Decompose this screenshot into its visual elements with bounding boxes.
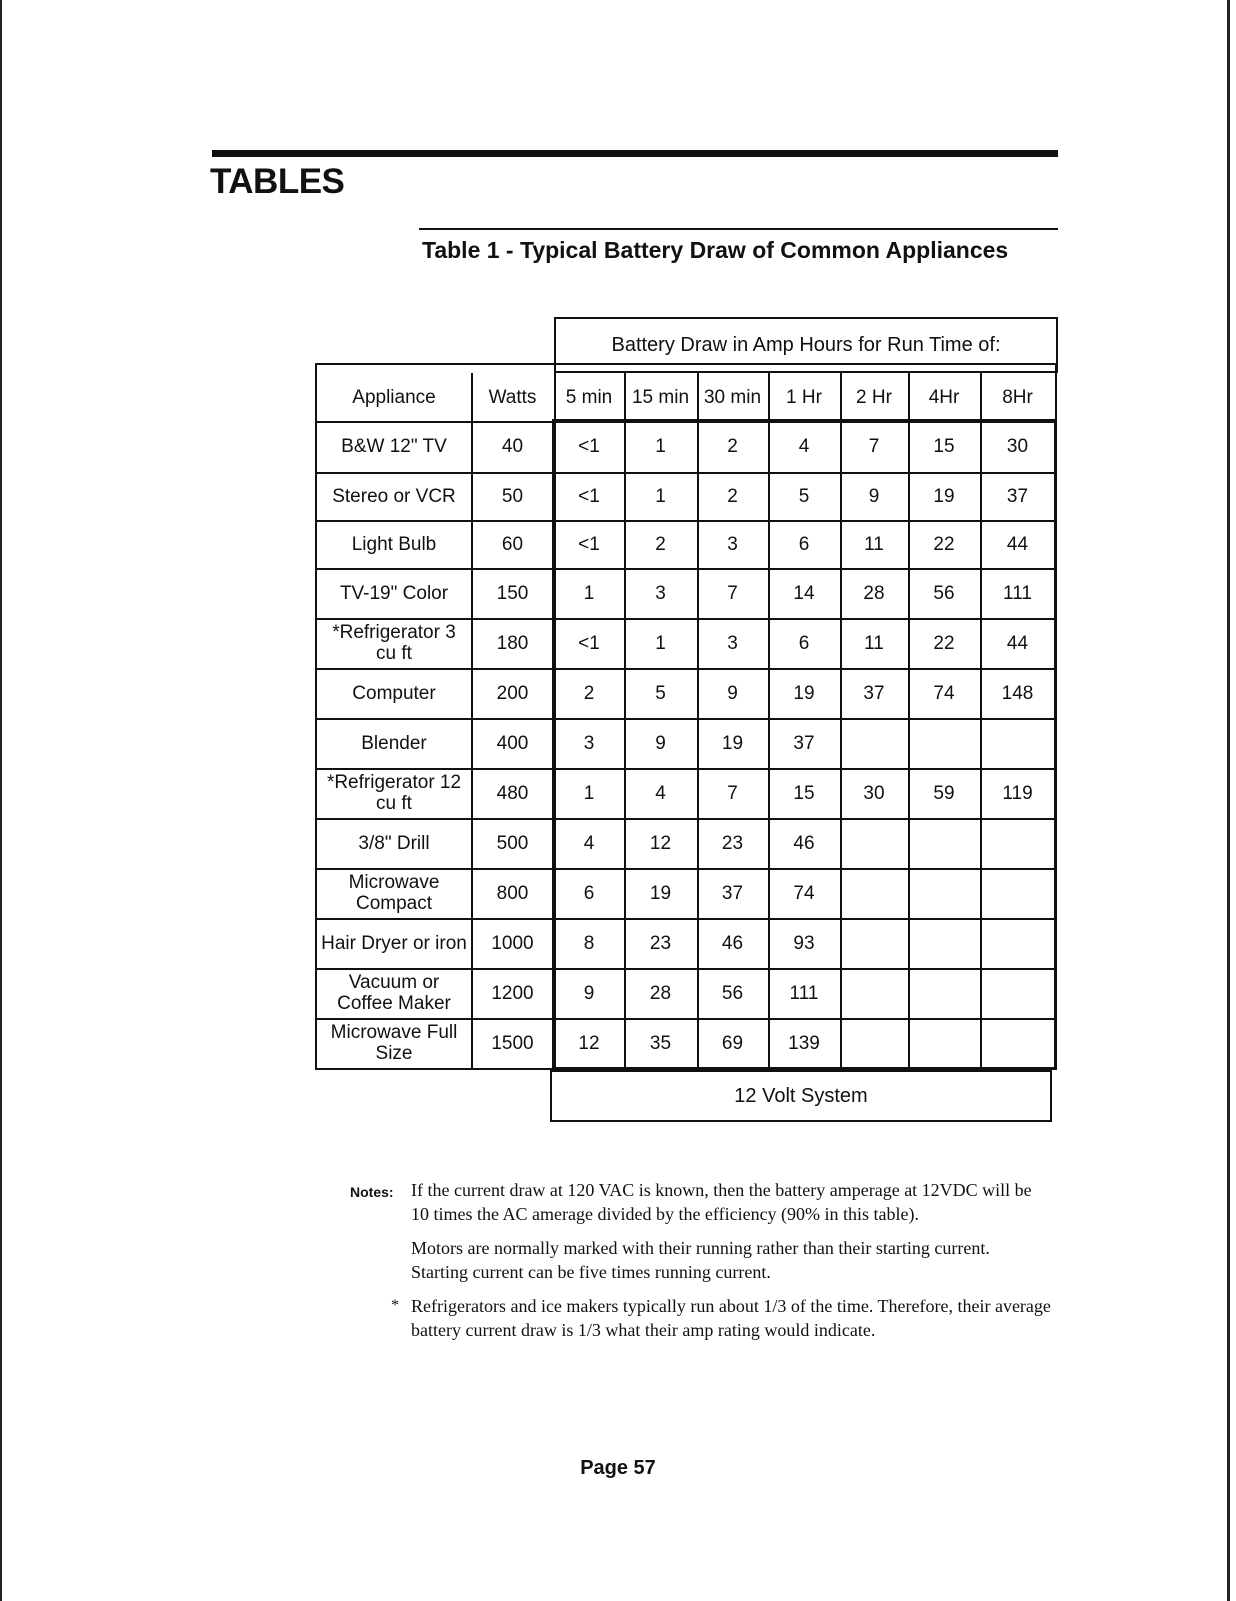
amp-hours-cell: 5 <box>655 682 666 704</box>
column-header: Watts <box>488 386 537 408</box>
amp-hours-cell: 6 <box>583 882 595 904</box>
note-1: If the current draw at 120 VAC is known, then the battery amperage at 12VDC will be 10 times the AC amerage divided by the efficiency (90% in this table). <box>411 1180 1032 1224</box>
amp-hours-cell <box>840 968 908 1018</box>
amp-hours-cell: 8 <box>583 932 595 954</box>
section-title: TABLES <box>210 162 345 201</box>
watts-cell: 50 <box>501 485 524 507</box>
amp-hours-cell: 15 <box>793 782 815 804</box>
appliance-cell: Vacuum or Coffee Maker <box>337 972 451 1014</box>
amp-hours-cell <box>908 868 980 918</box>
page-number: Page 57 <box>580 1457 656 1479</box>
watts-cell: 400 <box>496 732 529 754</box>
amp-hours-cell: 111 <box>789 982 819 1004</box>
watts-cell: 500 <box>496 832 529 854</box>
column-header: 4Hr <box>928 386 960 408</box>
amp-hours-cell: 2 <box>727 436 738 457</box>
amp-hours-cell: 1 <box>583 582 595 604</box>
amp-hours-cell: 93 <box>793 932 815 954</box>
amp-hours-cell <box>980 1018 1055 1068</box>
page-edge-left <box>0 0 2 1601</box>
amp-hours-cell: 56 <box>721 982 744 1004</box>
amp-hours-cell <box>840 1018 908 1068</box>
appliance-cell: Light Bulb <box>351 533 437 555</box>
notes-label: Notes: <box>350 1184 394 1200</box>
appliance-cell: TV-19" Color <box>339 582 449 604</box>
amp-hours-cell: 59 <box>933 782 955 804</box>
amp-hours-cell: 139 <box>788 1032 820 1054</box>
section-rule <box>212 150 1058 157</box>
amp-hours-cell: 4 <box>798 436 810 457</box>
watts-cell: 1000 <box>491 932 534 954</box>
amp-hours-cell: 1 <box>583 782 595 804</box>
table-footer-banner: 12 Volt System <box>734 1084 868 1107</box>
watts-cell: 150 <box>496 582 529 604</box>
watts-cell: 180 <box>496 632 529 654</box>
amp-hours-cell: 37 <box>1006 485 1029 507</box>
amp-hours-cell <box>980 918 1055 968</box>
note-3-bullet: * <box>391 1297 399 1314</box>
amp-hours-cell: 44 <box>1006 632 1029 654</box>
amp-hours-cell <box>908 918 980 968</box>
watts-cell: 200 <box>496 682 529 704</box>
table-title-rule <box>419 228 1058 230</box>
amp-hours-cell: 9 <box>727 682 738 704</box>
amp-hours-cell <box>840 818 908 868</box>
amp-hours-cell <box>980 868 1055 918</box>
amp-hours-cell <box>980 718 1055 768</box>
amp-hours-cell: 3 <box>727 533 738 555</box>
appliance-cell: B&W 12" TV <box>341 436 447 457</box>
amp-hours-cell: 37 <box>793 732 815 754</box>
amp-hours-cell: 9 <box>868 485 880 507</box>
amp-hours-cell <box>840 718 908 768</box>
appliance-cell: *Refrigerator 3 cu ft <box>332 622 456 664</box>
amp-hours-cell: 12 <box>578 1032 600 1054</box>
amp-hours-cell: 46 <box>721 932 744 954</box>
amp-hours-cell <box>908 818 980 868</box>
table-title: Table 1 - Typical Battery Draw of Common Appliances <box>422 237 1009 263</box>
appliance-cell: Microwave Full Size <box>330 1022 458 1064</box>
amp-hours-cell: 7 <box>727 582 738 604</box>
appliance-cell: Stereo or VCR <box>332 485 456 507</box>
appliance-cell: 3/8" Drill <box>358 832 430 854</box>
amp-hours-cell: 5 <box>798 485 810 507</box>
amp-hours-cell: 69 <box>721 1032 744 1054</box>
amp-hours-cell: 7 <box>727 782 738 804</box>
amp-hours-cell: 9 <box>583 982 595 1004</box>
amp-hours-cell: 56 <box>933 582 955 604</box>
note-2: Motors are normally marked with their running rather than their starting current. Starting current can be five times running current. <box>411 1238 990 1282</box>
appliance-cell: *Refrigerator 12 cu ft <box>326 772 462 814</box>
amp-hours-cell: 28 <box>649 982 672 1004</box>
amp-hours-cell: 3 <box>655 582 666 604</box>
amp-hours-cell: 6 <box>798 632 810 654</box>
amp-hours-cell: 148 <box>1001 682 1034 704</box>
amp-hours-cell: 3 <box>583 732 595 754</box>
amp-hours-cell: 35 <box>649 1032 672 1054</box>
column-header: 15 min <box>631 386 690 408</box>
amp-hours-cell: 15 <box>933 436 955 457</box>
amp-hours-cell: 30 <box>863 782 885 804</box>
amp-hours-cell: 37 <box>721 882 744 904</box>
watts-cell: 60 <box>501 533 524 555</box>
amp-hours-cell: 1 <box>655 436 666 457</box>
amp-hours-cell: 19 <box>721 732 744 754</box>
amp-hours-cell <box>908 968 980 1018</box>
amp-hours-cell: 1 <box>655 632 666 654</box>
amp-hours-cell: 23 <box>721 832 744 854</box>
column-header: 5 min <box>565 386 613 408</box>
amp-hours-cell: 23 <box>649 932 672 954</box>
amp-hours-cell <box>840 868 908 918</box>
amp-hours-cell: 12 <box>649 832 672 854</box>
amp-hours-cell: 37 <box>863 682 885 704</box>
amp-hours-cell: 4 <box>583 832 595 854</box>
watts-cell: 800 <box>496 882 529 904</box>
amp-hours-cell <box>980 818 1055 868</box>
amp-hours-cell: 2 <box>583 682 595 704</box>
watts-cell: 480 <box>496 782 529 804</box>
column-header: Appliance <box>352 386 436 408</box>
amp-hours-cell <box>840 918 908 968</box>
amp-hours-cell: 9 <box>655 732 666 754</box>
note-3: Refrigerators and ice makers typically run about 1/3 of the time. Therefore, their average battery current draw is 1/3 what their amp rating would indicate. <box>411 1296 1051 1340</box>
amp-hours-cell: 74 <box>933 682 955 704</box>
amp-hours-cell: 119 <box>1002 782 1033 804</box>
amp-hours-cell: 2 <box>655 533 666 555</box>
column-header: 1 Hr <box>786 386 822 408</box>
amp-hours-cell <box>908 718 980 768</box>
amp-hours-cell <box>980 968 1055 1018</box>
amp-hours-cell: 1 <box>655 485 666 507</box>
amp-hours-cell: 19 <box>793 682 815 704</box>
amp-hours-cell: 4 <box>655 782 666 804</box>
column-header: 30 min <box>703 386 762 408</box>
amp-hours-cell: 46 <box>793 832 815 854</box>
amp-hours-cell: <1 <box>578 485 600 507</box>
amp-hours-cell <box>908 1018 980 1068</box>
appliance-cell: Blender <box>361 732 427 754</box>
amp-hours-cell: 19 <box>649 882 672 904</box>
appliance-cell: Computer <box>352 682 436 704</box>
column-header: 8Hr <box>1002 386 1033 408</box>
amp-hours-cell: 7 <box>868 436 880 457</box>
page-edge-right <box>1227 0 1230 1601</box>
amp-hours-cell: <1 <box>578 436 600 457</box>
amp-hours-cell: <1 <box>578 533 600 555</box>
amp-hours-cell: 111 <box>1003 582 1032 604</box>
watts-cell: 40 <box>501 436 524 457</box>
amp-hours-cell: 74 <box>793 882 815 904</box>
appliance-cell: Microwave Compact <box>348 872 440 914</box>
amp-hours-cell: 19 <box>933 485 955 507</box>
amp-hours-cell: 2 <box>727 485 738 507</box>
amp-hours-cell: 14 <box>793 582 815 604</box>
amp-hours-cell: 30 <box>1006 436 1029 457</box>
amp-hours-cell: 11 <box>864 632 884 654</box>
amp-hours-cell: 22 <box>933 632 955 654</box>
amp-hours-cell: 3 <box>727 632 738 654</box>
table-header-banner: Battery Draw in Amp Hours for Run Time of: <box>611 333 1001 356</box>
watts-cell: 1500 <box>491 1032 534 1054</box>
watts-cell: 1200 <box>491 982 534 1004</box>
amp-hours-cell: 11 <box>864 533 884 555</box>
column-header: 2 Hr <box>856 386 892 408</box>
amp-hours-cell: 44 <box>1006 533 1029 555</box>
amp-hours-cell: <1 <box>578 632 600 654</box>
amp-hours-cell: 6 <box>798 533 810 555</box>
amp-hours-cell: 22 <box>933 533 955 555</box>
amp-hours-cell: 28 <box>863 582 885 604</box>
appliance-cell: Hair Dryer or iron <box>321 932 467 954</box>
